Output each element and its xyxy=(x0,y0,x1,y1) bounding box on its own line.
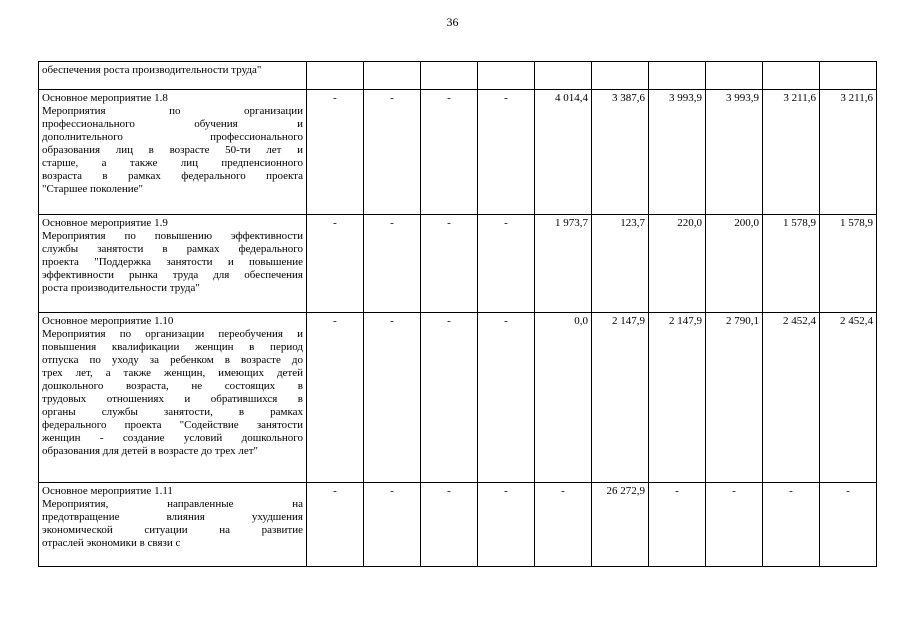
funding-value-cell: 26 272,9 xyxy=(592,483,649,567)
measure-description-cell xyxy=(39,483,307,567)
funding-value-cell: - xyxy=(763,483,820,567)
funding-value-cell: - xyxy=(478,313,535,483)
measure-text-line: профессионального обучения и xyxy=(42,118,303,130)
measure-text-line: отпуска по уходу за ребенком в возрасте до xyxy=(42,354,303,366)
funding-value-cell xyxy=(706,62,763,90)
funding-value-cell: - xyxy=(478,90,535,215)
funding-value-cell: 0,0 xyxy=(535,313,592,483)
funding-value-cell: 3 993,9 xyxy=(649,90,706,215)
measure-text-line: дополнительного профессионального xyxy=(42,131,303,143)
funding-value-cell: 2 147,9 xyxy=(592,313,649,483)
measure-text-line: Мероприятия, направленные на xyxy=(42,498,303,510)
funding-value-cell xyxy=(763,62,820,90)
funding-value-cell: 2 452,4 xyxy=(820,313,877,483)
measure-text-line: трех лет, а также женщин, имеющих детей xyxy=(42,367,303,379)
funding-value-cell: - xyxy=(364,313,421,483)
funding-value-cell: - xyxy=(706,483,763,567)
table-row xyxy=(39,313,877,483)
funding-value-cell xyxy=(649,62,706,90)
funding-value-cell: 2 452,4 xyxy=(763,313,820,483)
measure-text-line: женщин - создание условий дошкольного xyxy=(42,432,303,444)
funding-value-cell: - xyxy=(307,215,364,313)
funding-value-cell xyxy=(592,62,649,90)
funding-value-cell: - xyxy=(535,483,592,567)
measure-description-cell xyxy=(39,313,307,483)
measure-title: Основное мероприятие 1.8 xyxy=(42,92,168,104)
measure-description-cell xyxy=(39,62,307,90)
measure-text-line: эффективности рынка труда для обеспечения xyxy=(42,269,303,281)
funding-value-cell: - xyxy=(421,90,478,215)
funding-value-cell: 220,0 xyxy=(649,215,706,313)
funding-value-cell: - xyxy=(307,90,364,215)
measure-text-line: органы службы занятости, в рамках xyxy=(42,406,303,418)
funding-value-cell: 3 211,6 xyxy=(820,90,877,215)
measure-text-line: службы занятости в рамках федерального xyxy=(42,243,303,255)
funding-value-cell xyxy=(421,62,478,90)
measure-text-line: трудовых отношениях и обратившихся в xyxy=(42,393,303,405)
funding-value-cell: - xyxy=(307,483,364,567)
measure-text-line: федерального проекта "Содействие занятости xyxy=(42,419,303,431)
table-row xyxy=(39,90,877,215)
measure-text-line: Мероприятия по организации xyxy=(42,105,303,117)
funding-value-cell: 1 578,9 xyxy=(763,215,820,313)
measure-text-line: старше, а также лиц предпенсионного xyxy=(42,157,303,169)
measure-text-line: "Старшее поколение" xyxy=(42,183,144,195)
page-number: 36 xyxy=(446,15,459,29)
measure-text-line: предотвращение влияния ухудшения xyxy=(42,511,303,523)
funding-value-cell: 1 578,9 xyxy=(820,215,877,313)
funding-value-cell: 3 993,9 xyxy=(706,90,763,215)
funding-value-cell xyxy=(307,62,364,90)
funding-value-cell: - xyxy=(364,483,421,567)
funding-value-cell: - xyxy=(820,483,877,567)
table-row xyxy=(39,215,877,313)
funding-value-cell: - xyxy=(649,483,706,567)
funding-value-cell: - xyxy=(478,483,535,567)
funding-value-cell: - xyxy=(421,313,478,483)
measure-text-line: возраста в рамках федерального проекта xyxy=(42,170,303,182)
measure-title: Основное мероприятие 1.10 xyxy=(42,315,174,327)
measure-text-line: роста производительности труда" xyxy=(42,282,200,294)
budget-table xyxy=(38,61,877,567)
funding-value-cell: 3 387,6 xyxy=(592,90,649,215)
funding-value-cell: - xyxy=(421,483,478,567)
measure-text-line: экономической ситуации на развитие xyxy=(42,524,303,536)
funding-value-cell: 2 790,1 xyxy=(706,313,763,483)
measure-text-line: Мероприятия по повышению эффективности xyxy=(42,230,303,242)
table-row xyxy=(39,483,877,567)
measure-description-cell xyxy=(39,215,307,313)
funding-value-cell: 200,0 xyxy=(706,215,763,313)
measure-text-line: дошкольного возраста, не состоящих в xyxy=(42,380,303,392)
measure-title: Основное мероприятие 1.9 xyxy=(42,217,168,229)
funding-value-cell xyxy=(535,62,592,90)
funding-value-cell: - xyxy=(307,313,364,483)
measure-text-line: образования для детей в возрасте до трех лет" xyxy=(42,445,259,457)
funding-value-cell: 123,7 xyxy=(592,215,649,313)
budget-table-body xyxy=(39,62,877,567)
measure-text-line: отраслей экономики в связи с xyxy=(42,537,181,549)
funding-value-cell: 2 147,9 xyxy=(649,313,706,483)
funding-value-cell xyxy=(478,62,535,90)
measure-text-line: образования лиц в возрасте 50-ти лет и xyxy=(42,144,303,156)
funding-value-cell: - xyxy=(364,90,421,215)
funding-value-cell: 4 014,4 xyxy=(535,90,592,215)
funding-value-cell: 1 973,7 xyxy=(535,215,592,313)
table-row xyxy=(39,62,877,90)
measure-text-line: проекта "Поддержка занятости и повышение xyxy=(42,256,303,268)
measure-text-line: Мероприятия по организации переобучения и xyxy=(42,328,303,340)
funding-value-cell: - xyxy=(478,215,535,313)
funding-value-cell: 3 211,6 xyxy=(763,90,820,215)
funding-value-cell xyxy=(820,62,877,90)
funding-value-cell: - xyxy=(364,215,421,313)
measure-text-line: повышения квалификации женщин в период xyxy=(42,341,303,353)
measure-description-cell xyxy=(39,90,307,215)
funding-value-cell: - xyxy=(421,215,478,313)
funding-value-cell xyxy=(364,62,421,90)
measure-text-line: обеспечения роста производительности труда" xyxy=(42,64,262,76)
measure-title: Основное мероприятие 1.11 xyxy=(42,485,173,497)
